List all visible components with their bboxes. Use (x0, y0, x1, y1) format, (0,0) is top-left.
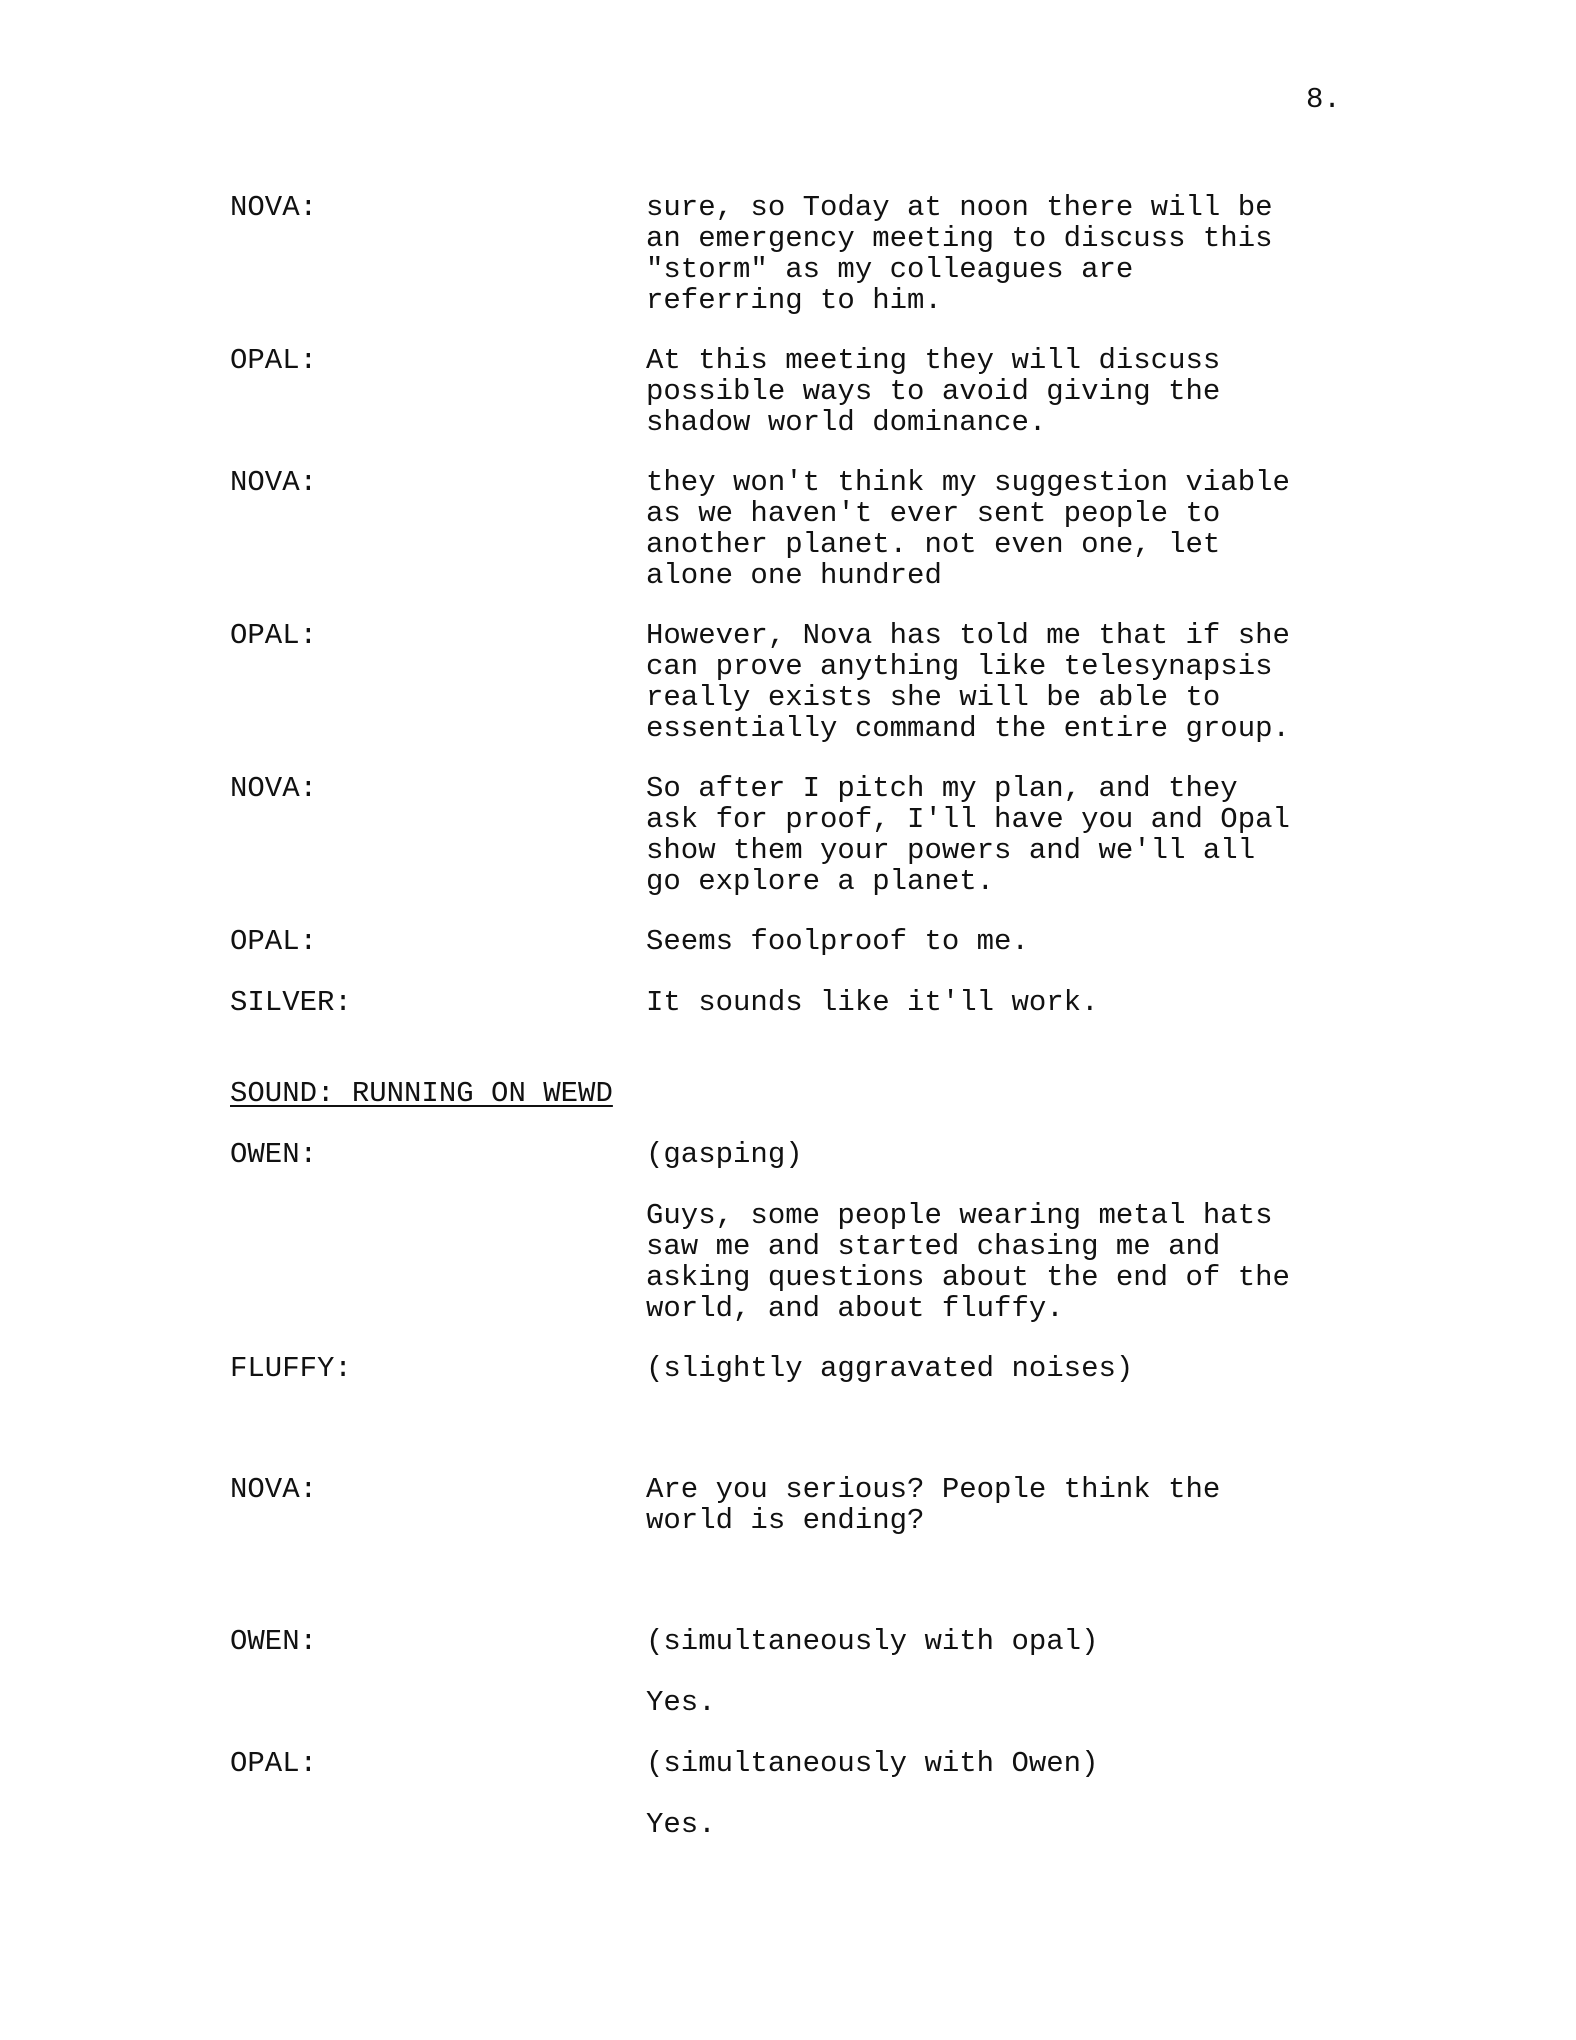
speaker-name: OWEN: (230, 1138, 318, 1171)
dialogue-text (646, 192, 1366, 316)
dialogue-line: referring to him. (646, 284, 942, 317)
dialogue-line: essentially command the entire group. (646, 712, 1290, 745)
dialogue-line: asking questions about the end of the (646, 1261, 1290, 1294)
dialogue-text (646, 773, 1366, 897)
dialogue-line: ask for proof, I'll have you and Opal (646, 803, 1290, 836)
speaker-name: NOVA: (230, 191, 318, 224)
dialogue-line: they won't think my suggestion viable (646, 466, 1290, 499)
dialogue-line: (slightly aggravated noises) (646, 1352, 1134, 1385)
dialogue-line: an emergency meeting to discuss this (646, 222, 1273, 255)
dialogue-line: can prove anything like telesynapsis (646, 650, 1273, 683)
dialogue-line: (simultaneously with Owen) (646, 1747, 1099, 1780)
dialogue-text (646, 1809, 1366, 1840)
dialogue-line: Seems foolproof to me. (646, 925, 1029, 958)
dialogue-line: Yes. (646, 1808, 716, 1841)
dialogue-line: Guys, some people wearing metal hats (646, 1199, 1273, 1232)
page-number: 8. (1306, 83, 1341, 116)
speaker-name: NOVA: (230, 772, 318, 805)
dialogue-text (646, 467, 1366, 591)
speaker-name: FLUFFY: (230, 1352, 352, 1385)
dialogue-line: saw me and started chasing me and (646, 1230, 1221, 1263)
dialogue-text (646, 620, 1366, 744)
dialogue-line: sure, so Today at noon there will be (646, 191, 1273, 224)
dialogue-text (646, 1687, 1366, 1718)
dialogue-line: (gasping) (646, 1138, 803, 1171)
dialogue-line: another planet. not even one, let (646, 528, 1221, 561)
speaker-name: OPAL: (230, 344, 318, 377)
dialogue-line: So after I pitch my plan, and they (646, 772, 1238, 805)
dialogue-text (646, 987, 1366, 1018)
dialogue-text (646, 345, 1366, 438)
dialogue-text (646, 1748, 1366, 1779)
speaker-name: NOVA: (230, 1473, 318, 1506)
dialogue-line: At this meeting they will discuss (646, 344, 1221, 377)
dialogue-line: as we haven't ever sent people to (646, 497, 1221, 530)
dialogue-text (646, 1353, 1366, 1384)
dialogue-line: possible ways to avoid giving the (646, 375, 1221, 408)
speaker-name: NOVA: (230, 466, 318, 499)
dialogue-line: Yes. (646, 1686, 716, 1719)
dialogue-line: shadow world dominance. (646, 406, 1047, 439)
speaker-name: OPAL: (230, 619, 318, 652)
dialogue-line: However, Nova has told me that if she (646, 619, 1290, 652)
dialogue-line: world is ending? (646, 1504, 925, 1537)
dialogue-text (646, 1200, 1366, 1324)
sound-cue: SOUND: RUNNING ON WEWD (230, 1077, 613, 1110)
speaker-name: OPAL: (230, 925, 318, 958)
dialogue-line: It sounds like it'll work. (646, 986, 1099, 1019)
dialogue-line: world, and about fluffy. (646, 1292, 1064, 1325)
speaker-name: OWEN: (230, 1625, 318, 1658)
dialogue-line: "storm" as my colleagues are (646, 253, 1134, 286)
speaker-name: OPAL: (230, 1747, 318, 1780)
dialogue-text (646, 1474, 1366, 1536)
dialogue-text (646, 1626, 1366, 1657)
dialogue-line: really exists she will be able to (646, 681, 1221, 714)
dialogue-line: Are you serious? People think the (646, 1473, 1221, 1506)
dialogue-line: (simultaneously with opal) (646, 1625, 1099, 1658)
dialogue-line: show them your powers and we'll all (646, 834, 1256, 867)
speaker-name: SILVER: (230, 986, 352, 1019)
dialogue-text (646, 1139, 1366, 1170)
dialogue-line: go explore a planet. (646, 865, 995, 898)
dialogue-text (646, 926, 1366, 957)
dialogue-line: alone one hundred (646, 559, 942, 592)
